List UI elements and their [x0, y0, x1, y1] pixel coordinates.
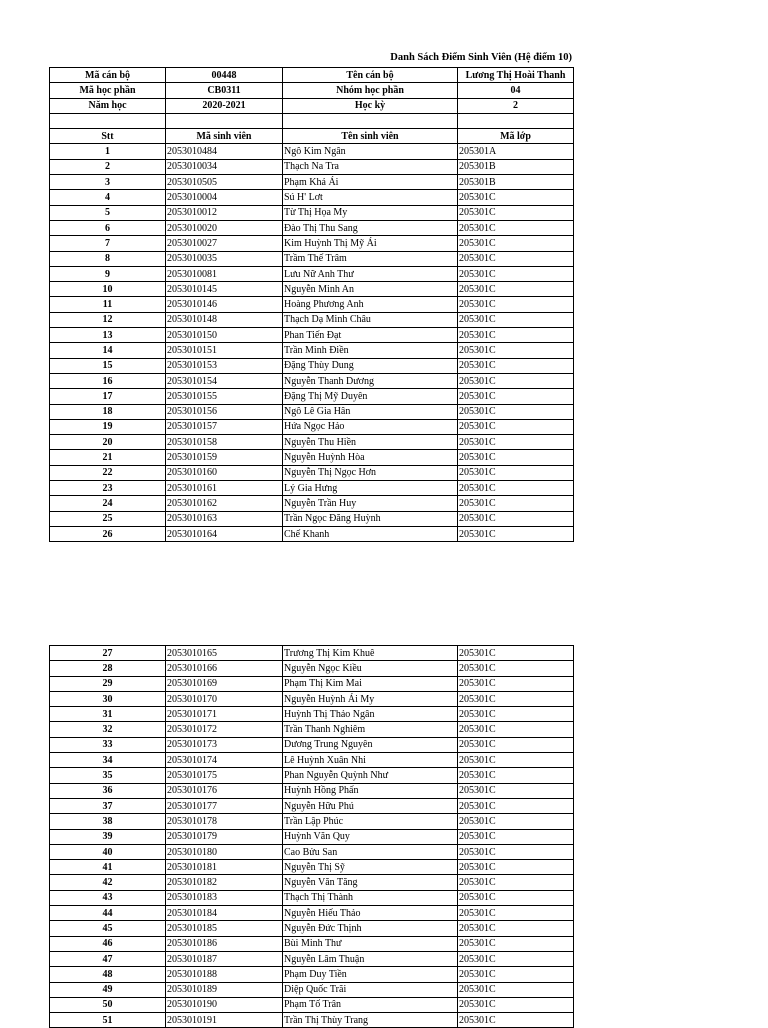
row-class-code: 205301C — [458, 737, 574, 752]
row-student-id: 2053010171 — [166, 707, 283, 722]
table-row — [50, 951, 574, 966]
row-class-code: 205301C — [458, 951, 574, 966]
row-stt: 2 — [50, 159, 166, 174]
table-row — [50, 343, 574, 358]
row-class-code: 205301C — [458, 465, 574, 480]
row-class-code: 205301C — [458, 921, 574, 936]
row-student-name: Đào Thị Thu Sang — [283, 220, 458, 235]
table-row — [50, 783, 574, 798]
row-student-id: 2053010027 — [166, 236, 283, 251]
row-class-code: 205301C — [458, 768, 574, 783]
row-class-code: 205301C — [458, 829, 574, 844]
row-class-code: 205301C — [458, 722, 574, 737]
row-student-name: Phạm Thị Kim Mai — [283, 676, 458, 691]
table-row — [50, 312, 574, 327]
row-student-name: Nguyễn Huỳnh Hòa — [283, 450, 458, 465]
table-row — [50, 661, 574, 676]
row-student-id: 2053010151 — [166, 343, 283, 358]
row-stt: 36 — [50, 783, 166, 798]
row-student-name: Nguyễn Hữu Phú — [283, 798, 458, 813]
row-student-name: Huỳnh Hồng Phấn — [283, 783, 458, 798]
table-row — [50, 936, 574, 951]
row-student-name: Kim Huỳnh Thị Mỹ Ái — [283, 236, 458, 251]
row-student-id: 2053010180 — [166, 844, 283, 859]
row-student-name: Cao Bửu San — [283, 844, 458, 859]
row-class-code: 205301C — [458, 691, 574, 706]
table-row — [50, 496, 574, 511]
row-student-id: 2053010164 — [166, 526, 283, 541]
table-row — [50, 389, 574, 404]
row-stt: 49 — [50, 982, 166, 997]
row-student-name: Nguyễn Lâm Thuận — [283, 951, 458, 966]
row-student-id: 2053010179 — [166, 829, 283, 844]
table-row — [50, 328, 574, 343]
row-student-name: Nguyễn Thị Ngọc Hơn — [283, 465, 458, 480]
row-stt: 7 — [50, 236, 166, 251]
row-stt: 12 — [50, 312, 166, 327]
row-stt: 4 — [50, 190, 166, 205]
row-student-id: 2053010173 — [166, 737, 283, 752]
row-student-name: Nguyễn Đức Thịnh — [283, 921, 458, 936]
course-code-label: Mã học phần — [50, 83, 166, 98]
semester-label: Học kỳ — [283, 98, 458, 113]
row-student-name: Hoàng Phương Anh — [283, 297, 458, 312]
row-class-code: 205301C — [458, 1013, 574, 1028]
row-class-code: 205301C — [458, 890, 574, 905]
student-score-table — [49, 67, 574, 542]
lecturer-code-value: 00448 — [166, 68, 283, 83]
table-row — [50, 997, 574, 1012]
row-student-name: Lưu Nữ Anh Thư — [283, 266, 458, 281]
row-student-name: Nguyễn Thanh Dương — [283, 373, 458, 388]
row-student-id: 2053010169 — [166, 676, 283, 691]
header-stt: Stt — [50, 129, 166, 144]
table-row — [50, 921, 574, 936]
row-student-id: 2053010505 — [166, 175, 283, 190]
row-student-name: Ngô Kim Ngân — [283, 144, 458, 159]
row-class-code: 205301C — [458, 266, 574, 281]
row-student-name: Thạch Thị Thành — [283, 890, 458, 905]
row-class-code: 205301B — [458, 159, 574, 174]
row-stt: 41 — [50, 860, 166, 875]
course-group-value: 04 — [458, 83, 574, 98]
row-stt: 9 — [50, 266, 166, 281]
row-class-code: 205301C — [458, 906, 574, 921]
row-stt: 13 — [50, 328, 166, 343]
row-stt: 26 — [50, 526, 166, 541]
row-student-id: 2053010158 — [166, 435, 283, 450]
row-student-id: 2053010155 — [166, 389, 283, 404]
table-row — [50, 967, 574, 982]
row-class-code: 205301C — [458, 419, 574, 434]
row-class-code: 205301C — [458, 251, 574, 266]
row-student-name: Đặng Thùy Dung — [283, 358, 458, 373]
row-stt: 18 — [50, 404, 166, 419]
row-stt: 35 — [50, 768, 166, 783]
row-student-name: Trần Minh Điền — [283, 343, 458, 358]
row-student-name: Diệp Quốc Trãi — [283, 982, 458, 997]
spacer-row — [50, 113, 574, 128]
row-student-name: Phan Tiến Đạt — [283, 328, 458, 343]
row-stt: 6 — [50, 220, 166, 235]
row-student-id: 2053010184 — [166, 906, 283, 921]
row-stt: 23 — [50, 481, 166, 496]
row-stt: 1 — [50, 144, 166, 159]
row-class-code: 205301C — [458, 982, 574, 997]
row-student-name: Phan Nguyễn Quỳnh Như — [283, 768, 458, 783]
row-student-id: 2053010178 — [166, 814, 283, 829]
table-row — [50, 798, 574, 813]
row-student-name: Chế Khanh — [283, 526, 458, 541]
course-group-label: Nhóm học phần — [283, 83, 458, 98]
row-student-name: Phạm Khả Ái — [283, 175, 458, 190]
row-student-name: Từ Thị Họa My — [283, 205, 458, 220]
row-stt: 37 — [50, 798, 166, 813]
header-student-id: Mã sinh viên — [166, 129, 283, 144]
table-row — [50, 722, 574, 737]
table-row — [50, 906, 574, 921]
row-stt: 27 — [50, 646, 166, 661]
row-student-name: Phạm Tố Trân — [283, 997, 458, 1012]
row-student-id: 2053010182 — [166, 875, 283, 890]
row-class-code: 205301C — [458, 236, 574, 251]
row-student-name: Sú H' Lơt — [283, 190, 458, 205]
row-student-id: 2053010162 — [166, 496, 283, 511]
row-stt: 5 — [50, 205, 166, 220]
row-student-name: Nguyễn Văn Tăng — [283, 875, 458, 890]
row-class-code: 205301C — [458, 526, 574, 541]
table-row — [50, 890, 574, 905]
row-student-name: Nguyễn Ngọc Kiều — [283, 661, 458, 676]
row-class-code: 205301C — [458, 646, 574, 661]
row-student-name: Thạch Dạ Minh Châu — [283, 312, 458, 327]
row-student-name: Ngô Lê Gia Hân — [283, 404, 458, 419]
table-row — [50, 511, 574, 526]
row-student-id: 2053010012 — [166, 205, 283, 220]
row-student-id: 2053010177 — [166, 798, 283, 813]
table-row — [50, 753, 574, 768]
row-student-id: 2053010166 — [166, 661, 283, 676]
row-stt: 17 — [50, 389, 166, 404]
row-class-code: 205301C — [458, 783, 574, 798]
table-row — [50, 982, 574, 997]
row-class-code: 205301C — [458, 967, 574, 982]
school-year-value: 2020-2021 — [166, 98, 283, 113]
row-student-name: Trương Thị Kim Khuê — [283, 646, 458, 661]
row-student-name: Trần Thị Thùy Trang — [283, 1013, 458, 1028]
table-row — [50, 190, 574, 205]
row-stt: 50 — [50, 997, 166, 1012]
row-student-id: 2053010174 — [166, 753, 283, 768]
table-row — [50, 175, 574, 190]
row-student-id: 2053010172 — [166, 722, 283, 737]
row-class-code: 205301A — [458, 144, 574, 159]
row-stt: 14 — [50, 343, 166, 358]
row-student-id: 2053010175 — [166, 768, 283, 783]
table-row — [50, 159, 574, 174]
row-student-id: 2053010181 — [166, 860, 283, 875]
school-year-label: Năm học — [50, 98, 166, 113]
table-row — [50, 844, 574, 859]
row-student-id: 2053010159 — [166, 450, 283, 465]
row-student-id: 2053010148 — [166, 312, 283, 327]
row-stt: 11 — [50, 297, 166, 312]
row-class-code: 205301C — [458, 205, 574, 220]
row-student-name: Huỳnh Văn Quy — [283, 829, 458, 844]
table-row — [50, 404, 574, 419]
table-row — [50, 435, 574, 450]
row-student-id: 2053010186 — [166, 936, 283, 951]
table-row — [50, 646, 574, 661]
row-class-code: 205301C — [458, 844, 574, 859]
row-class-code: 205301C — [458, 358, 574, 373]
course-code-value: CB0311 — [166, 83, 283, 98]
table-row — [50, 737, 574, 752]
row-stt: 29 — [50, 676, 166, 691]
row-stt: 47 — [50, 951, 166, 966]
row-stt: 38 — [50, 814, 166, 829]
info-row-term — [50, 98, 574, 113]
row-class-code: 205301C — [458, 282, 574, 297]
row-student-id: 2053010145 — [166, 282, 283, 297]
row-class-code: 205301C — [458, 450, 574, 465]
header-row — [50, 129, 574, 144]
row-stt: 44 — [50, 906, 166, 921]
row-stt: 10 — [50, 282, 166, 297]
row-class-code: 205301C — [458, 875, 574, 890]
table-row — [50, 358, 574, 373]
row-student-name: Hứa Ngọc Hảo — [283, 419, 458, 434]
row-class-code: 205301C — [458, 661, 574, 676]
row-student-id: 2053010034 — [166, 159, 283, 174]
row-student-id: 2053010183 — [166, 890, 283, 905]
table-row — [50, 465, 574, 480]
row-student-name: Trần Lập Phúc — [283, 814, 458, 829]
row-stt: 43 — [50, 890, 166, 905]
row-student-id: 2053010190 — [166, 997, 283, 1012]
row-student-id: 2053010170 — [166, 691, 283, 706]
row-student-id: 2053010176 — [166, 783, 283, 798]
table-row — [50, 875, 574, 890]
lecturer-name-label: Tên cán bộ — [283, 68, 458, 83]
row-class-code: 205301C — [458, 190, 574, 205]
row-class-code: 205301C — [458, 936, 574, 951]
row-class-code: 205301C — [458, 373, 574, 388]
row-student-name: Thạch Na Tra — [283, 159, 458, 174]
row-class-code: 205301C — [458, 676, 574, 691]
document-title: Danh Sách Điểm Sinh Viên (Hệ điểm 10) — [390, 52, 572, 63]
row-stt: 33 — [50, 737, 166, 752]
row-class-code: 205301C — [458, 328, 574, 343]
row-stt: 25 — [50, 511, 166, 526]
row-class-code: 205301C — [458, 814, 574, 829]
row-class-code: 205301C — [458, 435, 574, 450]
row-stt: 8 — [50, 251, 166, 266]
row-stt: 22 — [50, 465, 166, 480]
row-stt: 39 — [50, 829, 166, 844]
row-class-code: 205301C — [458, 707, 574, 722]
row-class-code: 205301C — [458, 496, 574, 511]
row-student-name: Nguyễn Huỳnh Ái My — [283, 691, 458, 706]
row-student-id: 2053010165 — [166, 646, 283, 661]
row-stt: 3 — [50, 175, 166, 190]
table-row — [50, 526, 574, 541]
row-student-id: 2053010150 — [166, 328, 283, 343]
row-student-name: Trần Thanh Nghiêm — [283, 722, 458, 737]
table-row — [50, 297, 574, 312]
table-row — [50, 373, 574, 388]
row-stt: 19 — [50, 419, 166, 434]
row-student-id: 2053010020 — [166, 220, 283, 235]
row-stt: 16 — [50, 373, 166, 388]
row-stt: 34 — [50, 753, 166, 768]
table-row — [50, 481, 574, 496]
lecturer-name-value: Lương Thị Hoài Thanh — [458, 68, 574, 83]
row-class-code: 205301C — [458, 220, 574, 235]
lecturer-code-label: Mã cán bộ — [50, 68, 166, 83]
row-student-id: 2053010153 — [166, 358, 283, 373]
row-class-code: 205301C — [458, 481, 574, 496]
row-stt: 46 — [50, 936, 166, 951]
table-row — [50, 707, 574, 722]
row-class-code: 205301C — [458, 343, 574, 358]
row-class-code: 205301C — [458, 312, 574, 327]
row-student-name: Nguyễn Minh An — [283, 282, 458, 297]
row-student-name: Lê Huỳnh Xuân Nhi — [283, 753, 458, 768]
row-student-name: Trầm Thế Trâm — [283, 251, 458, 266]
row-class-code: 205301C — [458, 798, 574, 813]
row-student-name: Phạm Duy Tiền — [283, 967, 458, 982]
row-student-id: 2053010185 — [166, 921, 283, 936]
table-row — [50, 251, 574, 266]
row-student-id: 2053010035 — [166, 251, 283, 266]
row-stt: 31 — [50, 707, 166, 722]
semester-value: 2 — [458, 98, 574, 113]
row-student-id: 2053010081 — [166, 266, 283, 281]
table-row — [50, 236, 574, 251]
table-row — [50, 419, 574, 434]
row-student-id: 2053010189 — [166, 982, 283, 997]
row-student-id: 2053010161 — [166, 481, 283, 496]
row-class-code: 205301C — [458, 404, 574, 419]
row-student-name: Bùi Minh Thư — [283, 936, 458, 951]
table-row — [50, 860, 574, 875]
row-student-name: Lý Gia Hưng — [283, 481, 458, 496]
row-class-code: 205301C — [458, 997, 574, 1012]
row-class-code: 205301C — [458, 389, 574, 404]
table-row — [50, 691, 574, 706]
table-row — [50, 266, 574, 281]
student-score-table-continued — [49, 645, 574, 1028]
row-student-name: Huỳnh Thị Thảo Ngân — [283, 707, 458, 722]
row-student-id: 2053010157 — [166, 419, 283, 434]
row-student-id: 2053010163 — [166, 511, 283, 526]
row-stt: 48 — [50, 967, 166, 982]
row-student-id: 2053010156 — [166, 404, 283, 419]
table-row — [50, 144, 574, 159]
table-row — [50, 768, 574, 783]
header-student-name: Tên sinh viên — [283, 129, 458, 144]
table-row — [50, 220, 574, 235]
row-stt: 30 — [50, 691, 166, 706]
table-row — [50, 829, 574, 844]
row-student-id: 2053010004 — [166, 190, 283, 205]
table-row — [50, 814, 574, 829]
row-stt: 24 — [50, 496, 166, 511]
table-row — [50, 205, 574, 220]
row-student-id: 2053010191 — [166, 1013, 283, 1028]
table-row — [50, 282, 574, 297]
row-stt: 20 — [50, 435, 166, 450]
row-student-id: 2053010187 — [166, 951, 283, 966]
info-row-lecturer — [50, 68, 574, 83]
row-student-name: Nguyễn Hiếu Thảo — [283, 906, 458, 921]
row-student-id: 2053010146 — [166, 297, 283, 312]
row-student-name: Nguyễn Trần Huy — [283, 496, 458, 511]
row-stt: 40 — [50, 844, 166, 859]
table-row — [50, 450, 574, 465]
row-stt: 28 — [50, 661, 166, 676]
row-stt: 21 — [50, 450, 166, 465]
row-student-id: 2053010484 — [166, 144, 283, 159]
row-student-id: 2053010154 — [166, 373, 283, 388]
table-row — [50, 1013, 574, 1028]
row-student-name: Nguyễn Thu Hiền — [283, 435, 458, 450]
row-class-code: 205301C — [458, 753, 574, 768]
table-row — [50, 676, 574, 691]
row-stt: 45 — [50, 921, 166, 936]
row-stt: 32 — [50, 722, 166, 737]
row-stt: 51 — [50, 1013, 166, 1028]
row-student-id: 2053010188 — [166, 967, 283, 982]
row-class-code: 205301C — [458, 511, 574, 526]
row-class-code: 205301C — [458, 860, 574, 875]
row-student-name: Dương Trung Nguyên — [283, 737, 458, 752]
header-class-code: Mã lớp — [458, 129, 574, 144]
row-stt: 15 — [50, 358, 166, 373]
row-student-name: Nguyễn Thị Sỹ — [283, 860, 458, 875]
row-stt: 42 — [50, 875, 166, 890]
row-student-id: 2053010160 — [166, 465, 283, 480]
row-student-name: Đặng Thị Mỹ Duyên — [283, 389, 458, 404]
row-student-name: Trần Ngọc Đăng Huỳnh — [283, 511, 458, 526]
row-class-code: 205301C — [458, 297, 574, 312]
row-class-code: 205301B — [458, 175, 574, 190]
info-row-course — [50, 83, 574, 98]
